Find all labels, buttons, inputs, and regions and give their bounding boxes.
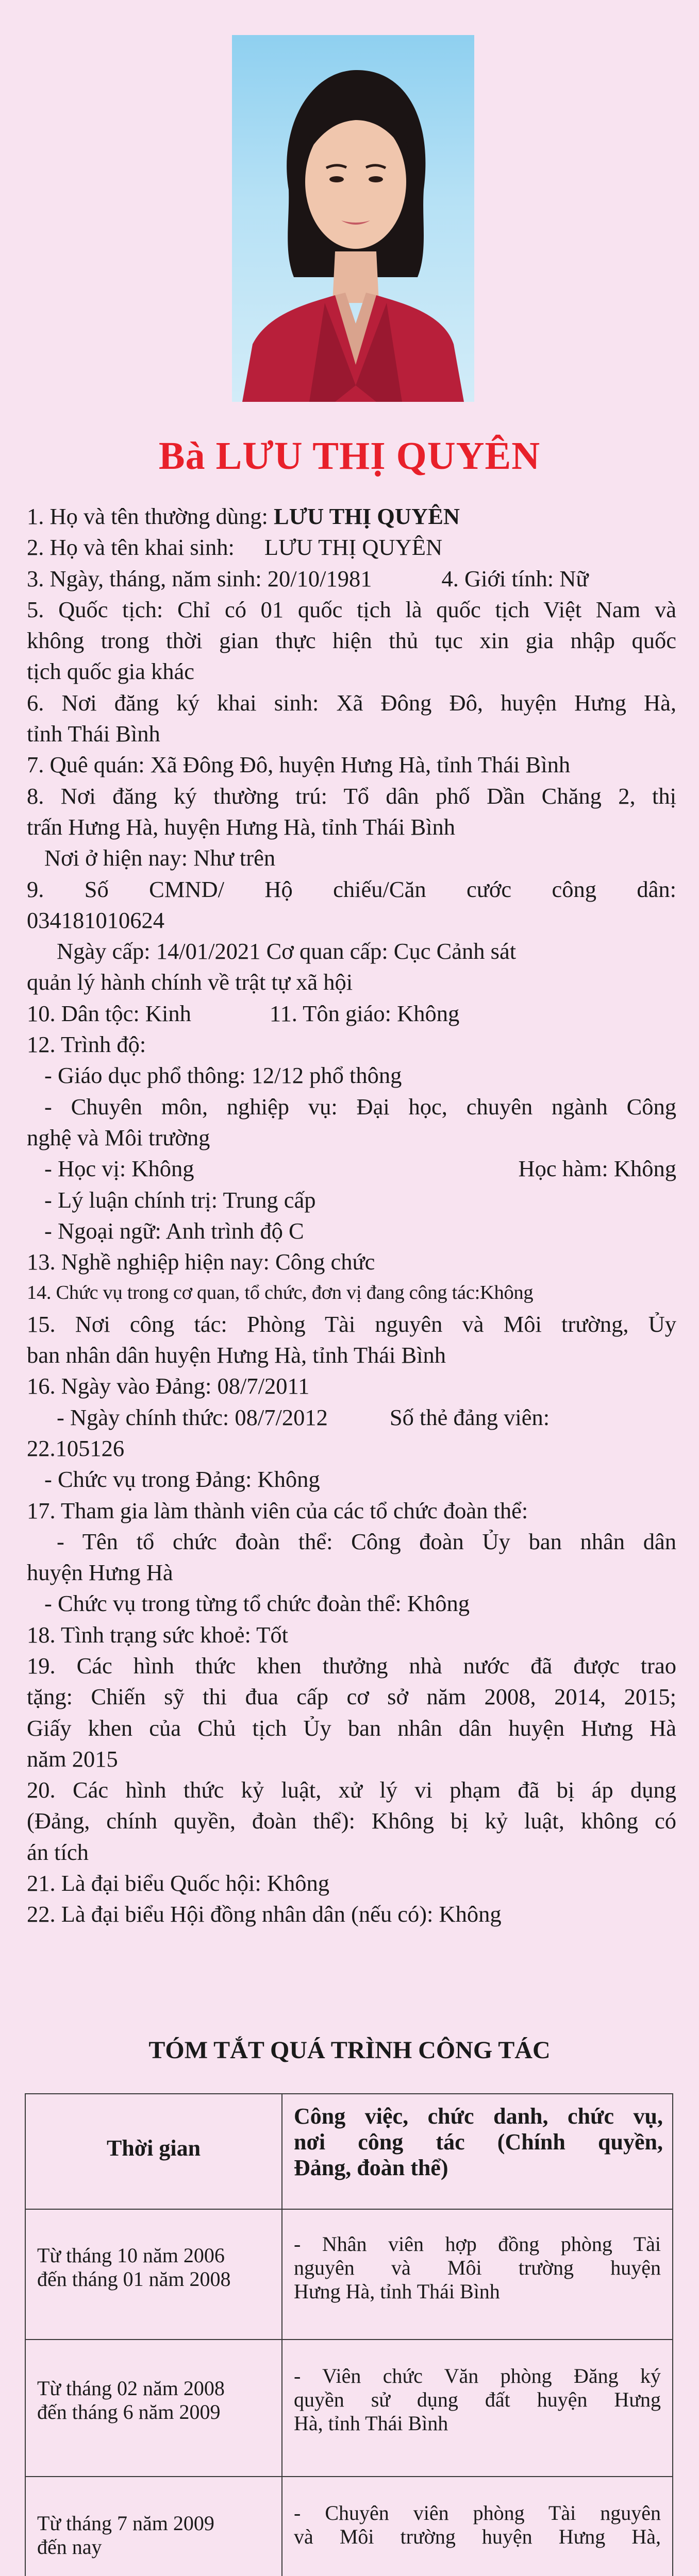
table-row-divider [26,2476,672,2477]
info-line-12b1: - Chuyên môn, nghiệp vụ: Đại học, chuyên ngành Công [44,1093,676,1120]
info-line-21: 21. Là đại biểu Quốc hội: Không [27,1870,330,1896]
info-line-20b: (Đảng, chính quyền, đoàn thể): Không bị kỷ luật, không có [27,1808,676,1834]
info-line-13: 13. Nghề nghiệp hiện nay: Công chức [27,1249,375,1275]
info-line-16a: - Ngày chính thức: 08/7/2012 Số thẻ đảng viên: [57,1404,550,1430]
info-line-2: 2. Họ và tên khai sinh: LƯU THỊ QUYÊN [27,534,443,561]
table-row-3-time: Từ tháng 7 năm 2009 đến nay [37,2512,214,2558]
table-column-divider [281,2094,282,2576]
info-line-12c: - Học vị: Không Học hàm: Không [44,1156,676,1182]
info-line-9b: 034181010624 [27,907,164,933]
table-row-divider [26,2209,672,2210]
info-line-16d: - Chức vụ trong Đảng: Không [44,1466,320,1493]
info-line-19b: tặng: Chiến sỹ thi đua cấp cơ sở năm 2008, 2014, 2015; [27,1684,676,1710]
table-row-1-time: Từ tháng 10 năm 2006 đến tháng 01 năm 2008 [37,2244,231,2291]
info-line-15a: 15. Nơi công tác: Phòng Tài nguyên và Môi trường, Ủy [27,1311,676,1337]
table-row-divider [26,2339,672,2340]
portrait-photo [232,35,474,402]
gender-value: 4. Giới tính: Nữ [441,565,589,591]
info-line-19c: Giấy khen của Chủ tịch Ủy ban nhân dân huyện Hưng Hà [27,1715,676,1741]
info-line-12e: - Ngoại ngữ: Anh trình độ C [44,1217,304,1244]
info-line-6a: 6. Nơi đăng ký khai sinh: Xã Đông Đô, huyện Hưng Hà, [27,689,676,716]
info-line-16: 16. Ngày vào Đảng: 08/7/2011 [27,1373,310,1399]
info-line-17b: - Chức vụ trong từng tổ chức đoàn thể: Không [44,1590,470,1617]
info-line-8a: 8. Nơi đăng ký thường trú: Tổ dân phố Dần Chăng 2, thị [27,783,676,809]
info-line-14: 14. Chức vụ trong cơ quan, tổ chức, đơn vị đang công tác:Không [27,1282,534,1304]
work-history-table [25,2093,673,2576]
info-line-5b: không trong thời gian thực hiện thủ tục xin gia nhập quốc [27,628,676,654]
info-line-8b: trấn Hưng Hà, huyện Hưng Hà, tỉnh Thái Bình [27,814,455,840]
table-row-2-work: - Viên chức Văn phòng Đăng ký quyền sử dụng đất huyện Hưng Hà, tỉnh Thái Bình [294,2364,661,2435]
common-name-value: LƯU THỊ QUYÊN [274,503,460,529]
info-line-20a: 20. Các hình thức kỷ luật, xử lý vi phạm đã bị áp dụng [27,1777,676,1803]
info-line-5a: 5. Quốc tịch: Chỉ có 01 quốc tịch là quốc tịch Việt Nam và [27,596,676,622]
birth-name-value: LƯU THỊ QUYÊN [264,534,443,561]
info-line-17: 17. Tham gia làm thành viên của các tổ chức đoàn thể: [27,1497,528,1523]
info-line-12b2: nghệ và Môi trường [27,1124,210,1150]
info-line-7: 7. Quê quán: Xã Đông Đô, huyện Hưng Hà, tỉnh Thái Bình [27,752,571,778]
table-row-1-work: - Nhân viên hợp đồng phòng Tài nguyên và Môi trường huyện Hưng Hà, tỉnh Thái Bình [294,2232,661,2303]
table-header-work: Công việc, chức danh, chức vụ, nơi công tác (Chính quyền, Đảng, đoàn thể) [294,2104,663,2180]
info-line-12a: - Giáo dục phổ thông: 12/12 phổ thông [44,1062,402,1089]
work-history-title: TÓM TẮT QUÁ TRÌNH CÔNG TÁC [148,2037,551,2064]
info-line-10: 10. Dân tộc: Kinh 11. Tôn giáo: Không [27,1000,460,1026]
personal-info [27,501,676,1930]
info-line-12d: - Lý luận chính trị: Trung cấp [44,1187,316,1213]
table-row-3-work: - Chuyên viên phòng Tài nguyên và Môi trường huyện Hưng Hà, [294,2501,661,2548]
table-row-2-time: Từ tháng 02 năm 2008 đến tháng 6 năm 2009 [37,2377,225,2424]
info-line-17a2: huyện Hưng Hà [27,1560,173,1586]
info-line-19d: năm 2015 [27,1745,118,1772]
info-line-12: 12. Trình độ: [27,1031,146,1058]
info-line-8c: Nơi ở hiện nay: Như trên [44,845,276,871]
info-line-20c: án tích [27,1839,89,1865]
info-line-9c: Ngày cấp: 14/01/2021 Cơ quan cấp: Cục Cảnh sát [57,938,517,964]
info-line-6b: tỉnh Thái Bình [27,721,160,747]
info-line-18: 18. Tình trạng sức khoẻ: Tốt [27,1621,288,1648]
info-line-17a1: - Tên tổ chức đoàn thể: Công đoàn Ủy ban nhân dân [57,1528,676,1554]
info-line-1: 1. Họ và tên thường dùng: LƯU THỊ QUYÊN [27,503,460,529]
info-line-9a: 9. Số CMND/ Hộ chiếu/Căn cước công dân: [27,876,676,902]
table-header-time: Thời gian [106,2136,201,2161]
info-line-15b: ban nhân dân huyện Hưng Hà, tỉnh Thái Bình [27,1342,446,1368]
info-line-3: 3. Ngày, tháng, năm sinh: 20/10/1981 4. Giới tính: Nữ [27,565,589,591]
info-line-5c: tịch quốc gia khác [27,658,194,685]
info-line-22: 22. Là đại biểu Hội đồng nhân dân (nếu có): Không [27,1901,502,1927]
info-line-16c: 22.105126 [27,1435,125,1461]
info-line-9d: quản lý hành chính về trật tự xã hội [27,969,353,995]
info-line-19a: 19. Các hình thức khen thưởng nhà nước đã được trao [27,1652,676,1679]
candidate-name-title: Bà LƯU THỊ QUYÊN [158,434,541,478]
